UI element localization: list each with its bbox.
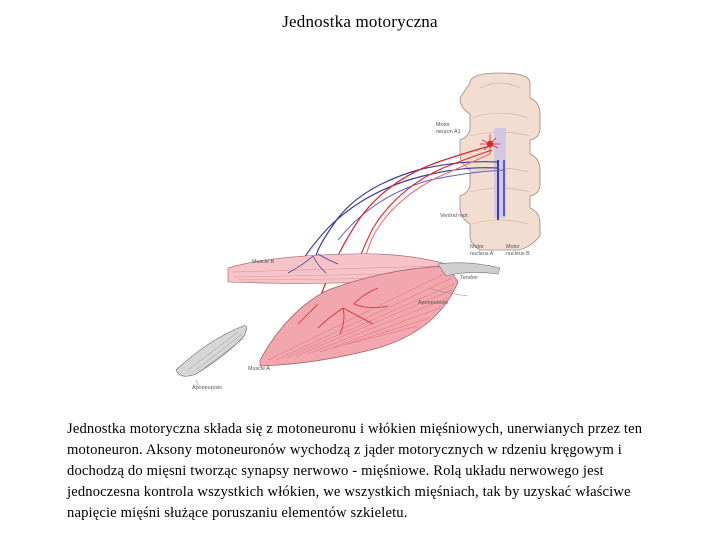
- caption-paragraph: Jednostka motoryczna składa się z motoneuronu i włókien mięśniowych, unerwianych przez ten motoneuron. Aksony motoneuronów wychodzą z jąder motorycznych w rdzeniu kręgowym i dochodzą do mięsni tworząc synapsy nerwowo - mięśniowe. Rolą układu nerwowego jest jednoczesna kontrola wszystkich włókien, we wszystkich mięśniach, tak by uzyskać właściwe napięcie mięśni służące poruszaniu elementów szkieletu.: [67, 421, 643, 521]
- label-ventral-root: Ventral root: [440, 213, 468, 219]
- label-tendon: Tendon: [460, 275, 478, 281]
- label-motor-neuron-a1-line2: neuron A1: [436, 129, 461, 135]
- label-muscle-a: Muscle A: [248, 366, 270, 372]
- label-muscle-b: Muscle B: [252, 259, 275, 265]
- page-title: Jednostka motoryczna: [282, 12, 438, 31]
- aponeurosis-left: [176, 326, 247, 377]
- motor-unit-diagram: [168, 68, 578, 396]
- label-aponeurosis-left: Aponeurosis: [192, 385, 222, 391]
- label-motor-nucleus-a-line2: nucleus A: [470, 251, 494, 257]
- label-motor-neuron-a1-line1: Motor: [436, 122, 450, 128]
- label-motor-nucleus-b-line2: nucleus B: [506, 251, 530, 257]
- label-motor-nucleus-b-line1: Motor: [506, 244, 520, 250]
- tendon: [438, 263, 500, 276]
- label-aponeurosis-right: Aponeurosis: [418, 300, 448, 306]
- label-motor-nucleus-a-line1: Motor: [470, 244, 484, 250]
